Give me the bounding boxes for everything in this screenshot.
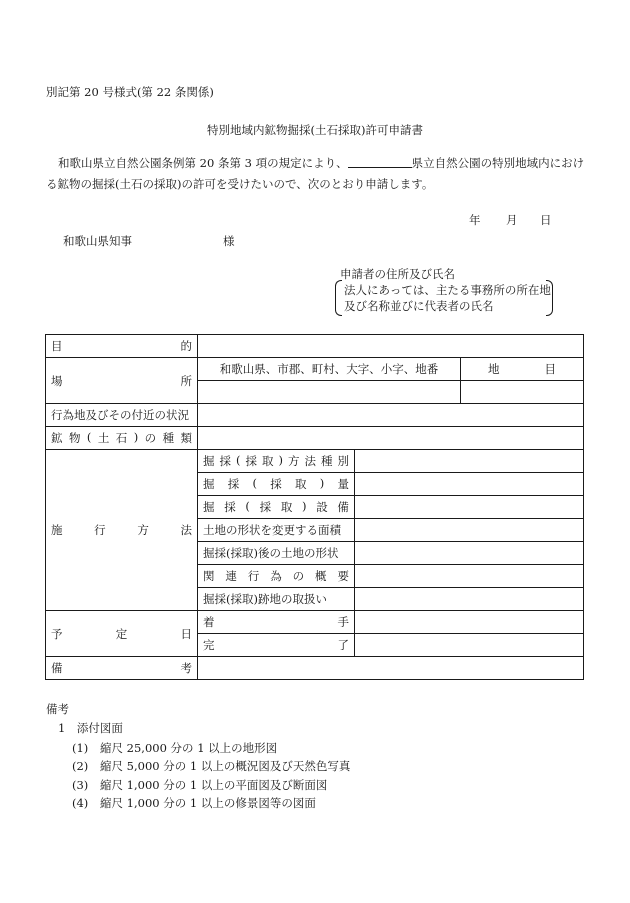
applicant-note-line2: 及び名称並びに代表者の氏名 — [344, 299, 494, 313]
remarks-label-text: 備 考 — [51, 661, 192, 675]
park-name-blank[interactable] — [348, 155, 412, 168]
land-category-field[interactable] — [461, 381, 584, 404]
application-table — [45, 334, 584, 680]
location-address-field[interactable] — [198, 381, 461, 404]
extraction-equipment-label — [198, 496, 355, 519]
applicant-note — [335, 280, 553, 314]
finish-label — [198, 634, 355, 657]
purpose-label-text: 目 的 — [51, 339, 192, 353]
purpose-label — [46, 335, 198, 358]
related-acts-label — [198, 565, 355, 588]
schedule-label-text: 予 定 日 — [51, 626, 192, 641]
start-label-text: 着 手 — [203, 615, 349, 629]
mineral-type-label — [46, 427, 198, 450]
extraction-volume-text: 掘 採 ( 採 取 ) 量 — [203, 476, 349, 491]
finish-date-field[interactable] — [355, 634, 584, 657]
extraction-equipment-text: 掘 採 ( 採 取 ) 設 備 — [203, 499, 349, 514]
location-label-text: 場 所 — [51, 373, 192, 388]
notes-title: 備考 — [46, 702, 69, 716]
remarks-label — [46, 657, 198, 680]
related-acts-field[interactable] — [355, 565, 584, 588]
document-title: 特別地域内鉱物掘採(土石採取)許可申請書 — [207, 123, 423, 137]
addressee-honorific: 様 — [223, 234, 235, 248]
form-id: 別記第 20 号様式(第 22 条関係) — [46, 85, 214, 99]
attachment-item: (2) 縮尺 5,000 分の 1 以上の概況図及び天然色写真 — [72, 759, 351, 773]
attachment-item: (3) 縮尺 1,000 分の 1 以上の平面図及び断面図 — [72, 778, 328, 792]
intro-part1: 和歌山県立自然公園条例第 20 条第 3 項の規定により、 — [58, 156, 348, 170]
land-category-header — [461, 358, 584, 381]
extraction-volume-label — [198, 473, 355, 496]
changed-area-label: 土地の形状を変更する面積 — [198, 519, 355, 542]
extraction-equipment-field[interactable] — [355, 496, 584, 519]
finish-label-text: 完 了 — [203, 638, 349, 652]
method-type-field[interactable] — [355, 450, 584, 473]
site-condition-field[interactable] — [198, 404, 584, 427]
remarks-field[interactable] — [198, 657, 584, 680]
attachments-title: 1 添付図面 — [58, 721, 123, 735]
method-label — [46, 450, 198, 611]
method-type-text: 掘 採 ( 採 取 ) 方 法 種 別 — [203, 453, 349, 468]
method-label-text: 施 行 方 法 — [51, 523, 192, 537]
date-day: 日 — [540, 213, 552, 227]
changed-area-field[interactable] — [355, 519, 584, 542]
site-condition-label: 行為地及びその付近の状況 — [46, 404, 198, 427]
bracket-left — [335, 280, 342, 316]
extraction-volume-field[interactable] — [355, 473, 584, 496]
intro-paragraph — [46, 153, 586, 195]
start-label — [198, 611, 355, 634]
post-extraction-shape-field[interactable] — [355, 542, 584, 565]
mineral-type-text: 鉱 物 ( 土 石 ) の 種 類 — [51, 430, 192, 445]
location-address-header: 和歌山県、市郡、町村、大字、小字、地番 — [198, 358, 461, 381]
method-type-label — [198, 450, 355, 473]
site-handling-label: 掘採(採取)跡地の取扱い — [198, 588, 355, 611]
purpose-field[interactable] — [198, 335, 584, 358]
location-label — [46, 358, 198, 404]
date-month: 月 — [506, 213, 518, 227]
schedule-label — [46, 611, 198, 657]
addressee: 和歌山県知事 — [63, 234, 132, 248]
applicant-label: 申請者の住所及び氏名 — [340, 267, 455, 281]
attachment-item: (4) 縮尺 1,000 分の 1 以上の修景図等の図面 — [72, 796, 316, 810]
applicant-note-line1: 法人にあっては、主たる事務所の所在地 — [344, 283, 551, 297]
post-extraction-shape-label: 掘採(採取)後の土地の形状 — [198, 542, 355, 565]
related-acts-text: 関 連 行 為 の 概 要 — [203, 569, 349, 583]
land-category-text: 地 目 — [488, 362, 557, 376]
intro-part2: 県立自然公園の特別地域内における鉱物の掘採(土石の採取)の許可を受けたいので、次のとおり申請します。 — [46, 156, 585, 191]
start-date-field[interactable] — [355, 611, 584, 634]
date-year: 年 — [469, 213, 481, 227]
attachment-item: (1) 縮尺 25,000 分の 1 以上の地形図 — [72, 741, 278, 755]
mineral-type-field[interactable] — [198, 427, 584, 450]
site-handling-field[interactable] — [355, 588, 584, 611]
